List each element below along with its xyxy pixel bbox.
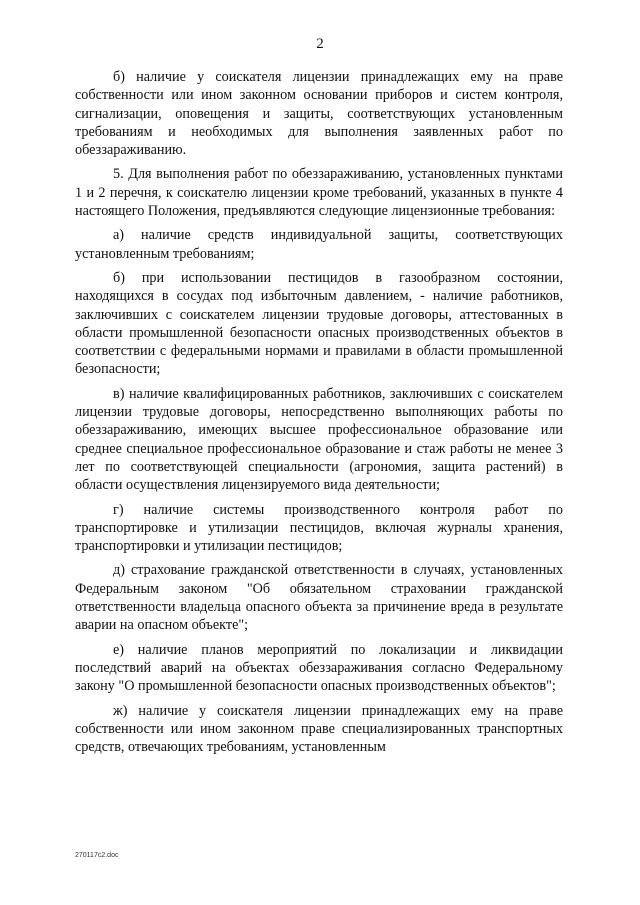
paragraph-zh-vehicles: ж) наличие у соискателя лицензии принадлежащих ему на праве собственности или ином законном праве специализированных транспортных средств, отвечающих требованиям, установленным	[75, 702, 563, 756]
paragraph-g-production-control: г) наличие системы производственного контроля работ по транспортировке и утилизации пестицидов, включая журналы хранения, транспортировки и утилизации пестицидов;	[75, 501, 563, 555]
paragraph-b-instruments: б) наличие у соискателя лицензии принадлежащих ему на праве собственности или ином законном основании приборов и систем контроля, сигнализации, оповещения и защиты, соответствующих установленным требованиям и необходимых для выполнения заявленных работ по обеззараживанию.	[75, 69, 563, 159]
paragraph-e-accident-plans: е) наличие планов мероприятий по локализации и ликвидации последствий аварий на объектах обеззараживания согласно Федеральному закону "О промышленной безопасности опасных производственных объектов";	[75, 641, 563, 695]
document-body	[75, 68, 563, 762]
paragraph-d-insurance: д) страхование гражданской ответственности в случаях, установленных Федеральным законом "Об обязательном страховании гражданской ответственности владельца опасного объекта за причинение вреда в результате аварии на опасном объекте";	[75, 562, 563, 634]
paragraph-5-requirements: 5. Для выполнения работ по обеззараживанию, установленных пунктами 1 и 2 перечня, к соискателю лицензии кроме требований, указанных в пункте 4 настоящего Положения, предъявляются следующие лицензионные требования:	[75, 166, 563, 220]
paragraph-v-qualified-workers: в) наличие квалифицированных работников, заключивших с соискателем лицензии трудовые договоры, непосредственно выполняющих работы по обеззараживанию, имеющих высшее профессиональное образование или среднее специальное профессиональное образование и стаж работы не менее 3 лет по соответствующей специальности (агрономия, защита растений) в области осуществления лицензируемого вида деятельности;	[75, 385, 563, 494]
paragraph-b-pressurized-pesticides: б) при использовании пестицидов в газообразном состоянии, находящихся в сосудах под избыточным давлением, - наличие работников, заключивших с соискателем лицензии трудовые договоры, аттестованных в области промышленной безопасности опасных производственных объектов в соответствии с федеральными нормами и правилами в области промышленной безопасности;	[75, 269, 563, 378]
paragraph-a-protection: а) наличие средств индивидуальной защиты, соответствующих установленным требованиям;	[75, 227, 563, 262]
footer-filename: 270117c2.doc	[75, 852, 119, 859]
page-number: 2	[316, 36, 324, 52]
